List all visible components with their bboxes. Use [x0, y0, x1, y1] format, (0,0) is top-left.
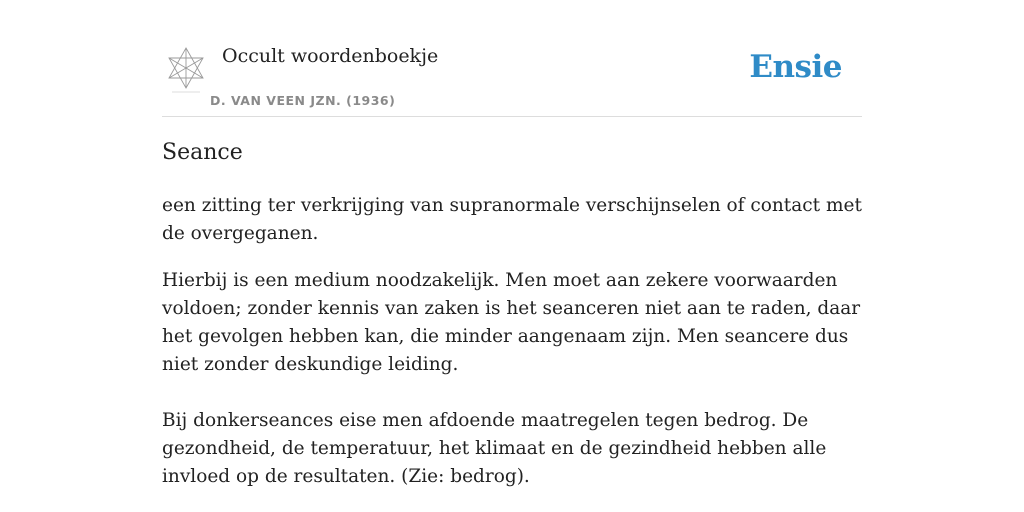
brand-logo[interactable]: Ensie [749, 49, 842, 85]
book-header [162, 0, 862, 117]
entry-title: Seance [162, 140, 243, 165]
entry-paragraph-2: Hierbij is een medium noodzakelijk. Men moet aan zekere voorwaarden voldoen; zonder kennis van zaken is het seanceren niet aan te raden, daar het gevolgen hebben kan, die minder aangenaam zijn. Men seancere dus niet zonder deskundige leiding. [162, 270, 861, 375]
entry-paragraph-1: een zitting ter verkrijging van supranormale verschijnselen of contact met de overgeganen. [162, 195, 862, 244]
star-tetrahedron-icon [166, 46, 206, 94]
book-author-year: D. VAN VEEN JZN. (1936) [210, 93, 396, 108]
page-container [162, 0, 862, 487]
book-title[interactable]: Occult woordenboekje [222, 45, 439, 67]
entry-paragraph-3: Bij donkerseances eise men afdoende maatregelen tegen bedrog. De gezondheid, de temperatuur, het klimaat en de gezindheid hebben alle invloed op de resultaten. (Zie: bedrog). [162, 410, 827, 487]
